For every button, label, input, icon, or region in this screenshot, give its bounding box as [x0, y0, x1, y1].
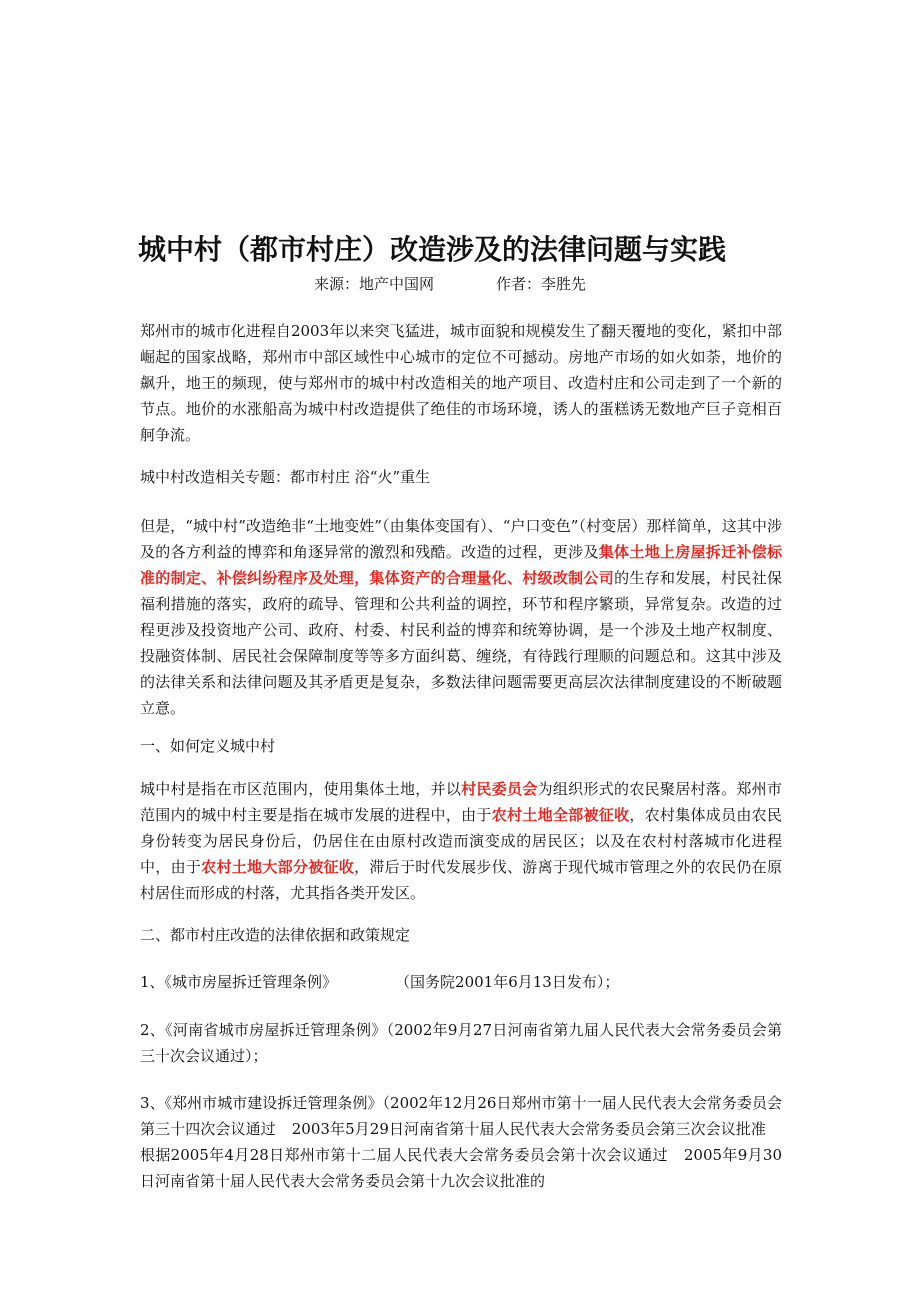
paragraph-challenges: [140, 513, 782, 721]
paragraph-text: ，农村集体成员由农民身份转变为居民身份后，仍居住在由原村改造而演变成的居民区；以及在农村村落城市化进程中，由于: [140, 806, 782, 876]
document-title: 城中村（都市村庄）改造涉及的法律问题与实践: [138, 233, 727, 266]
related-topic-line: 城中村改造相关专题：都市村庄 浴“火”重生: [140, 468, 431, 486]
highlighted-text: 农村土地大部分被征收: [201, 858, 355, 876]
highlighted-text: 集体土地上房屋拆迁补偿标准的制定、补偿纠纷程序及处理，集体资产的合理量化、村级改制公司: [140, 543, 782, 587]
law-text: 根据2005年4月28日郑州市第十二届人民代表大会常务委员会第十次会议通过: [140, 1146, 668, 1164]
law-item-2: 2、《河南省城市房屋拆迁管理条例》（2002年9月27日河南省第九届人民代表大会常务委员会第三十次会议通过）；: [140, 1021, 782, 1065]
section-heading-1: 一、如何定义城中村: [140, 737, 276, 755]
highlighted-text: 村民委员会: [461, 780, 538, 798]
author-label: 作者：李胜先: [496, 275, 587, 293]
law-text: 2005年9月30日河南省第十届人民代表大会常务委员会第十九次会议批准的: [140, 1146, 783, 1190]
paragraph-text: 为组织形式的农民聚居村落。郑州市范围内的城中村主要是指在城市发展的进程中，由于: [140, 780, 782, 824]
source-line: [314, 273, 586, 295]
law-item-3: [140, 1090, 782, 1194]
law-text: 3、《郑州市城市建设拆迁管理条例》（2002年12月26日郑州市第十一届人民代表大会常务委员会第三十四次会议通过: [140, 1094, 782, 1138]
highlighted-text: 农村土地全部被征收: [491, 806, 630, 824]
paragraph-definition: [140, 776, 782, 906]
source-label: 来源：地产中国网: [314, 275, 435, 293]
paragraph-text: 的生存和发展，村民社保福利措施的落实，政府的疏导、管理和公共利益的调控，环节和程序繁琐，异常复杂。改造的过程更涉及投资地产公司、政府、村委、村民利益的博弈和统筹协调，是一个涉及土地产权制度、投融资体制、居民社会保障制度等等多方面纠葛、缠绕，有待践行理顺的问题总和。这其中涉及的法律关系和法律问题及其矛盾更是复杂，多数法律问题需要更高层次法律制度建设的不断破题立意。: [140, 569, 782, 717]
law-text: 2003年5月29日河南省第十届人民代表大会常务委员会第三次会议批准: [291, 1120, 766, 1138]
paragraph-text: ，滞后于时代发展步伐、游离于现代城市管理之外的农民仍在原村居住而形成的村落，尤其指各类开发区。: [140, 858, 782, 902]
intro-paragraph: 郑州市的城市化进程自2003年以来突飞猛进，城市面貌和规模发生了翻天覆地的变化，紧扣中部崛起的国家战略，郑州市中部区域性中心城市的定位不可撼动。房地产市场的如火如荼，地价的飙升，地王的频现，使与郑州市的城中村改造相关的地产项目、改造村庄和公司走到了一个新的节点。地价的水涨船高为城中村改造提供了绝佳的市场环境，诱人的蛋糕诱无数地产巨子竞相百舸争流。: [140, 322, 782, 444]
paragraph-text: 但是，“城中村”改造绝非“土地变姓”（由集体变国有）、“户口变色”（村变居）那样简单，这其中涉及的各方利益的博弈和角逐异常的激烈和残酷。改造的过程，更涉及: [140, 517, 782, 561]
law-name: 1、《城市房屋拆迁管理条例》: [140, 973, 338, 991]
law-item-1: [140, 969, 782, 995]
paragraph-text: 城中村是指在市区范围内，使用集体土地，并以: [140, 780, 462, 798]
section-heading-2: 二、都市村庄改造的法律依据和政策规定: [140, 926, 411, 944]
law-note: （国务院2001年6月13日发布）；: [395, 973, 620, 991]
